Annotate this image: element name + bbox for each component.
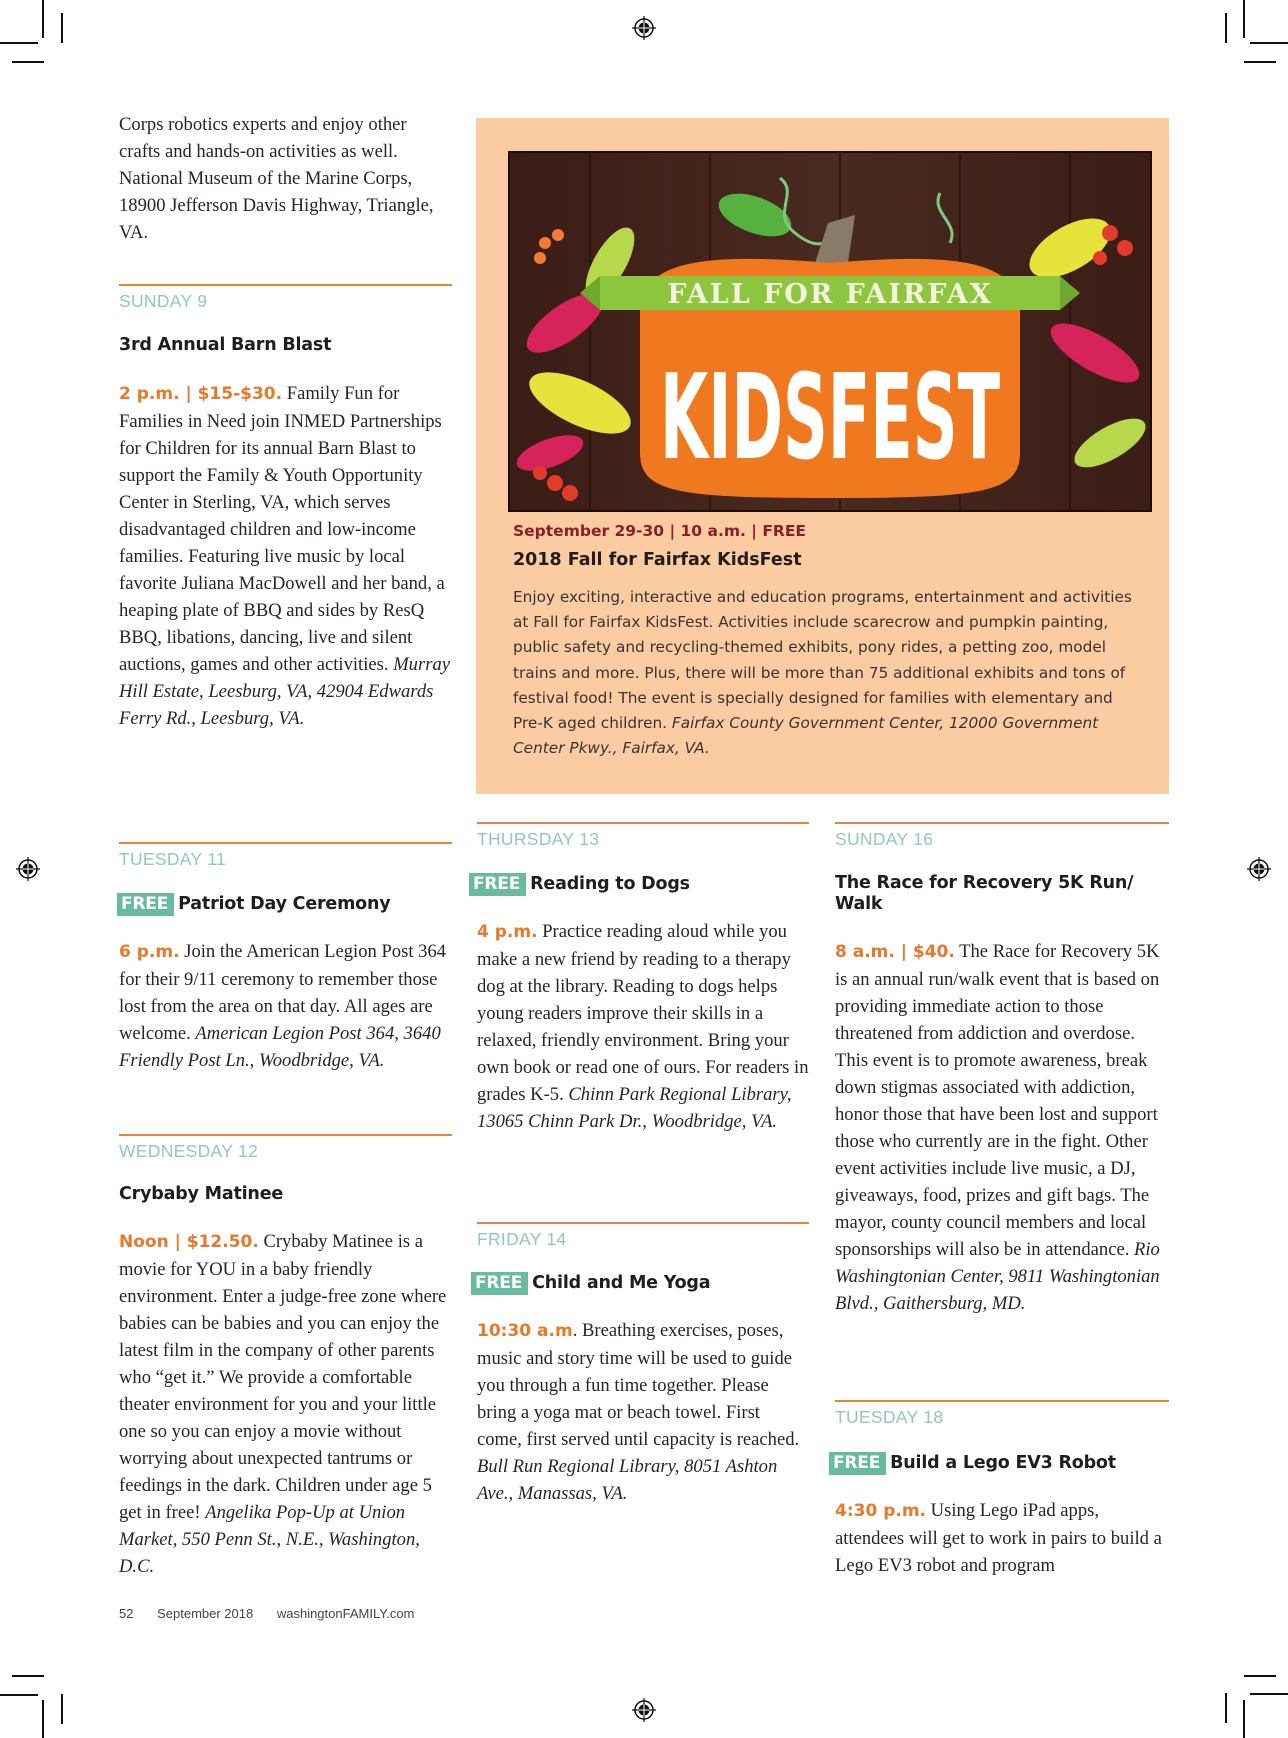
event-location: Angelika Pop-Up at Union Market, 550 Penn St., N.E., Washington, D.C. [119,1501,420,1577]
free-badge: FREE [829,1452,886,1475]
event-day: SUNDAY 16 [835,828,934,849]
event-day: FRIDAY 14 [477,1228,567,1249]
event-time-price: 4:30 p.m. [835,1500,927,1521]
registration-mark-icon [15,856,41,882]
event-tuesday-11 [119,842,452,1074]
event-time-price: 8 a.m. | $40. [835,941,955,962]
crop-mark-icon [1244,61,1276,63]
ribbon-text: FALL FOR FAIRFAX [667,279,993,310]
event-title: Reading to Dogs [530,873,690,894]
featured-event-location: Fairfax County Government Center, 12000 Government Center Pkwy., Fairfax, VA. [513,714,1099,758]
event-title: Child and Me Yoga [532,1272,711,1293]
section-divider [119,842,452,844]
free-badge: FREE [471,1272,528,1295]
event-day: TUESDAY 18 [835,1406,944,1427]
event-body: Join the American Legion Post 364 for their 9/11 ceremony to remember those lost from the area on that day. All ages are welcome. [119,940,447,1044]
crop-mark-icon [0,1694,38,1696]
event-description [119,938,452,1074]
event-day: TUESDAY 11 [119,848,227,869]
crop-mark-icon [1243,1700,1245,1738]
registration-mark-icon [631,15,657,41]
event-title: Crybaby Matinee [119,1183,284,1204]
free-badge: FREE [469,873,526,896]
crop-mark-icon [42,0,44,38]
featured-event-body: Enjoy exciting, interactive and education programs, entertainment and activities at Fall for Fairfax KidsFest. Activities include scarecrow and pumpkin painting, public safety and recycling-themed exhibits, pony rides, a petting zoo, model trains and more. Plus, there will be more than 75 additional exhibits and tons of festival food! The event is specially designed for families with elementary and Pre-K aged children. [513,588,1132,733]
event-title: Patriot Day Ceremony [178,893,391,914]
event-day: THURSDAY 13 [477,828,600,849]
event-thursday-13 [473,822,809,1135]
event-time-price: Noon | $12.50. [119,1231,259,1252]
featured-event-title: 2018 Fall for Fairfax KidsFest [513,550,802,570]
event-description [119,1228,452,1580]
event-tuesday-18 [835,1400,1169,1579]
event-body: Practice reading aloud while you make a new friend by reading to a therapy dog at the library. Reading to dogs helps young readers improve their skills in a relaxed, friendly environment. Bring your own book or read one of ours. For readers in grades K-5. [477,920,809,1105]
crop-mark-icon [1225,13,1227,43]
event-description [119,380,452,732]
section-divider [119,1134,452,1136]
event-body: Family Fun for Families in Need join INMED Partnerships for Children for its annual Barn Blast to support the Family & Youth Opportunity Center in Sterling, VA, which serves disadvantaged children and low-income families. Featuring live music by local favorite Juliana MacDowell and her band, a heaping plate of BBQ and sides by ResQ BBQ, libations, dancing, live and silent auctions, games and other activities. [119,382,445,675]
issue-date: September 2018 [157,1606,254,1621]
intro-paragraph [119,111,452,246]
section-divider [477,1222,809,1224]
section-divider [119,284,452,286]
page-number: 52 [119,1606,134,1621]
crop-mark-icon [42,1700,44,1738]
crop-mark-icon [61,1694,63,1724]
event-title: 3rd Annual Barn Blast [119,334,332,355]
crop-mark-icon [0,42,38,44]
crop-mark-icon [12,61,44,63]
event-location: Murray Hill Estate, Leesburg, VA, 42904 Edwards Ferry Rd., Leesburg, VA. [119,653,450,729]
event-day: WEDNESDAY 12 [119,1140,259,1161]
event-title: The Race for Recovery 5K Run/ Walk [835,872,1134,914]
crop-mark-icon [12,1675,44,1677]
event-location: American Legion Post 364, 3640 Friendly Post Ln., Woodbridge, VA. [119,1022,441,1071]
section-divider [477,822,809,824]
featured-event-meta: September 29-30 | 10 a.m. | FREE [513,522,807,540]
event-body: The Race for Recovery 5K is an annual run/walk event that is based on providing immediate action to those threatened from addiction and overdose. This event is to promote awareness, break down stigmas associated with addiction, honor those that have been lost and support those who currently are in the fight. Other event activities include live music, a DJ, giveaways, food, prizes and gift bags. The mayor, county council members and local sponsorships will also be in attendance. [835,940,1160,1260]
featured-event-description [513,585,1143,761]
section-divider [835,1400,1169,1402]
free-badge: FREE [117,893,174,916]
event-description [477,1317,809,1507]
event-friday-14 [477,1222,809,1507]
event-title-row [469,873,809,896]
event-time-price: 6 p.m. [119,941,180,962]
crop-mark-icon [1250,42,1288,44]
event-time-price: 4 p.m. [477,921,538,942]
featured-event-box [476,118,1169,794]
event-time-price: 2 p.m. | $15-$30. [119,383,283,404]
event-description [477,918,809,1135]
event-sunday-9 [119,284,452,732]
crop-mark-icon [1225,1693,1227,1723]
page-footer [119,1606,434,1621]
event-time-price: 10:30 a.m [477,1320,573,1341]
crop-mark-icon [1243,0,1245,38]
event-location: Bull Run Regional Library, 8051 Ashton Ave., Manassas, VA. [477,1455,778,1504]
kidsfest-text: KIDSFEST [660,348,1000,486]
event-body: Using Lego iPad apps, attendees will get to work in pairs to build a Lego EV3 robot and program [835,1499,1162,1576]
event-description [835,1497,1169,1579]
kidsfest-illustration-icon [510,153,1150,510]
crop-mark-icon [61,13,63,43]
event-body: . Breathing exercises, poses, music and story time will be used to guide you through a fun time together. Please bring a yoga mat or beach towel. First come, first served until capacity is reached. [477,1319,800,1450]
event-description [835,938,1169,1317]
intro-text: Corps robotics experts and enjoy other crafts and hands-on activities as well. National Museum of the Marine Corps, 18900 Jefferson Davis Highway, Triangle, VA. [119,114,434,243]
event-sunday-16 [835,822,1169,1317]
section-divider [835,822,1169,824]
event-wednesday-12 [119,1134,452,1580]
event-location: Rio Washingtonian Center, 9811 Washingtonian Blvd., Gaithersburg, MD. [835,1238,1160,1314]
registration-mark-icon [1246,856,1272,882]
event-day: SUNDAY 9 [119,290,208,311]
crop-mark-icon [1244,1675,1276,1677]
event-body: Crybaby Matinee is a movie for YOU in a baby friendly environment. Enter a judge-free zone where babies can be babies and you can enjoy the latest film in the company of other parents who “get it.” We provide a comfortable theater environment for you and your little one so you can enjoy a movie without worrying about unexpected tantrums or feedings in the dark. Children under age 5 get in free! [119,1230,447,1523]
event-title-row [471,1272,809,1295]
site-link[interactable]: washingtonFAMILY.com [276,1606,415,1621]
event-title: Build a Lego EV3 Robot [890,1452,1116,1473]
event-title-row [829,1452,1169,1475]
registration-mark-icon [631,1697,657,1723]
kidsfest-banner-image [508,151,1152,512]
event-title-row [117,893,452,916]
event-location: Chinn Park Regional Library, 13065 Chinn Park Dr., Woodbridge, VA. [477,1083,792,1132]
crop-mark-icon [1250,1693,1288,1695]
